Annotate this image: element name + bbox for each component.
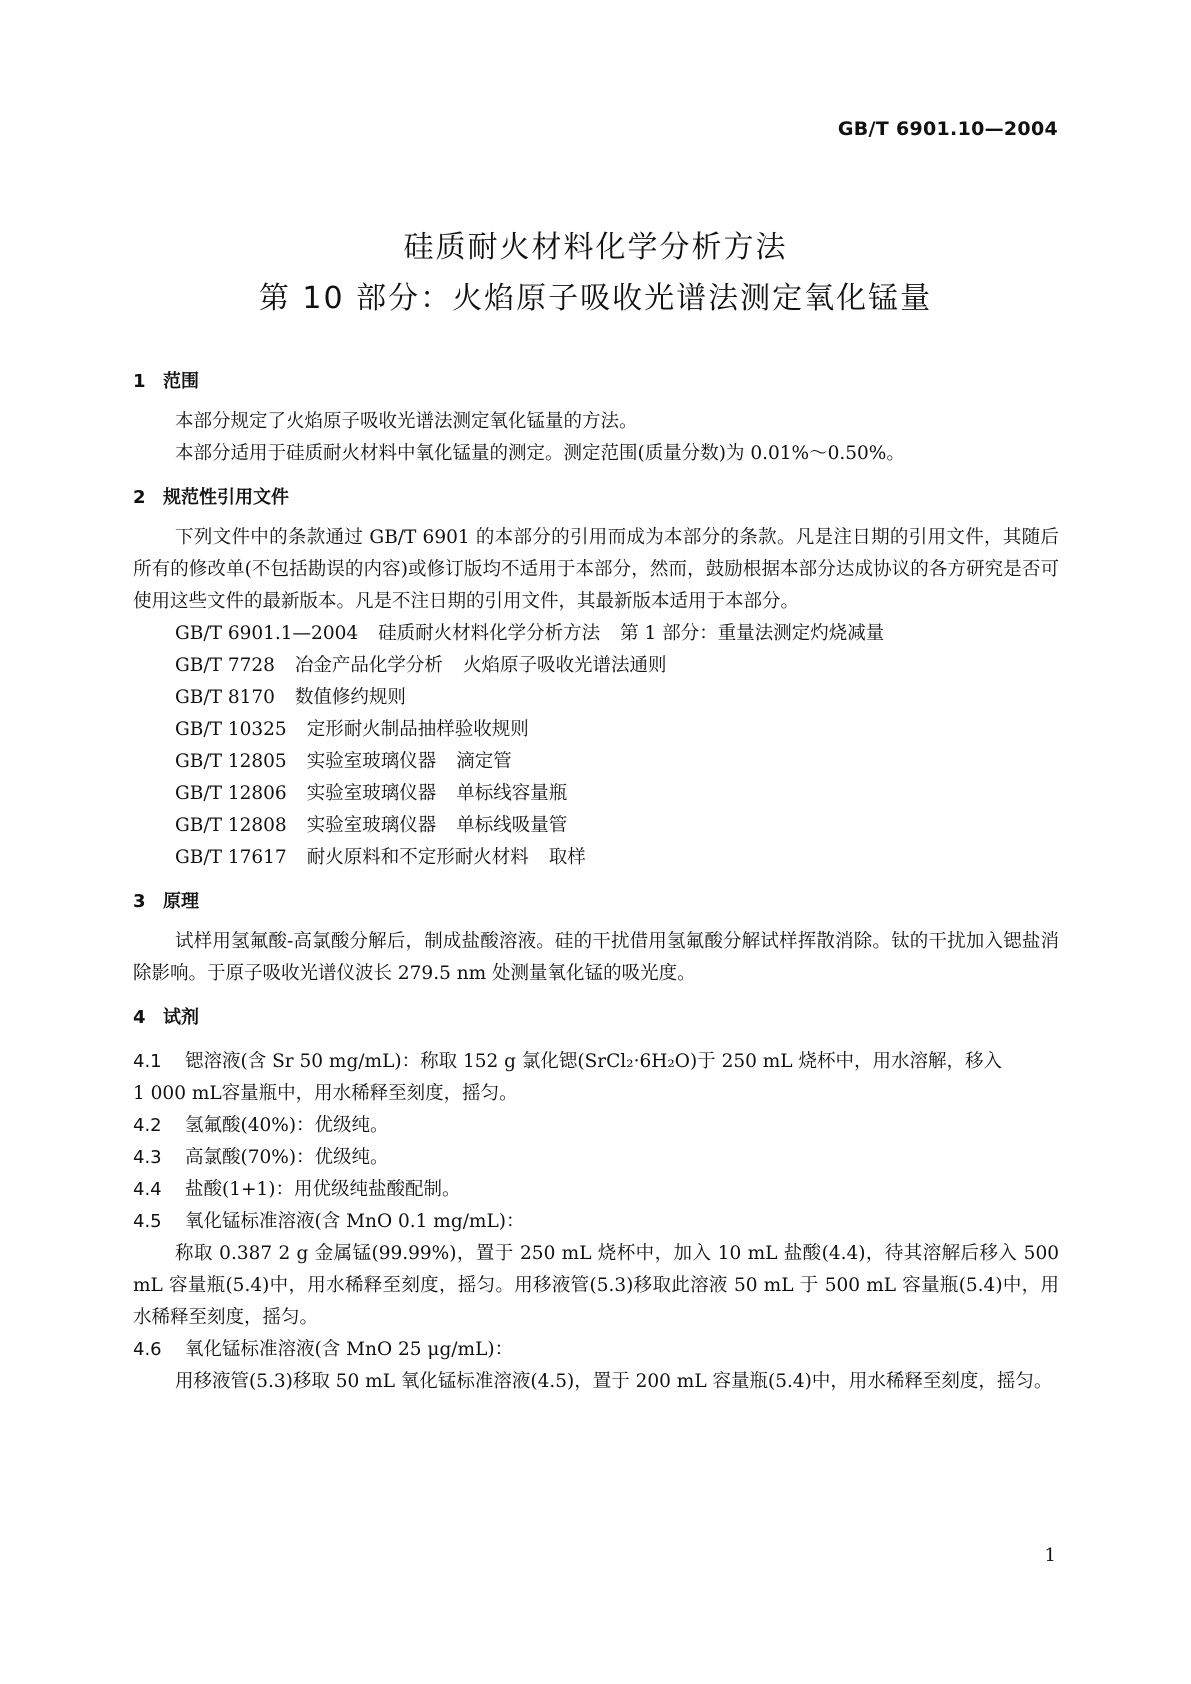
reference-title: 耐火原料和不定形耐火材料 [306, 847, 529, 868]
item-number: 4.5 [133, 1211, 162, 1232]
reference-subtitle: 滴定管 [456, 751, 512, 772]
reference-code: GB/T 12808 [175, 815, 287, 836]
section-number: 4 [133, 1007, 146, 1028]
reference-subtitle: 火焰原子吸收光谱法通则 [462, 655, 667, 676]
reference-item [133, 682, 1059, 714]
item-text: 高氯酸(70%)：优级纯。 [185, 1147, 389, 1168]
document-body [133, 368, 1059, 1398]
standard-code: GB/T 6901.10—2004 [837, 118, 1058, 140]
item-text: 盐酸(1+1)：用优级纯盐酸配制。 [185, 1179, 461, 1200]
section-title: 原理 [163, 891, 199, 912]
section-title: 范围 [163, 371, 199, 392]
section-heading-reagents [133, 1004, 1059, 1032]
reference-code: GB/T 10325 [175, 719, 287, 740]
section-number: 3 [133, 891, 146, 912]
reference-title: 冶金产品化学分析 [294, 655, 443, 676]
page-number: 1 [1044, 1545, 1056, 1566]
document-title-line-1: 硅质耐火材料化学分析方法 [403, 230, 788, 265]
reference-code: GB/T 6901.1—2004 [175, 623, 359, 644]
item-text: 氢氟酸(40%)：优级纯。 [185, 1115, 389, 1136]
reference-code: GB/T 12805 [175, 751, 287, 772]
reference-subtitle: 单标线容量瓶 [456, 783, 568, 804]
section-heading-normative-references [133, 484, 1059, 512]
item-number: 4.6 [133, 1339, 162, 1360]
scope-paragraph: 本部分适用于硅质耐火材料中氧化锰量的测定。测定范围(质量分数)为 0.01%～0.50%。 [175, 443, 905, 464]
section-number: 1 [133, 371, 146, 392]
item-body-paragraph: 称取 0.387 2 g 金属锰(99.99%)，置于 250 mL 烧杯中，加入 10 mL 盐酸(4.4)，待其溶解后移入 500 mL 容量瓶(5.4)中，用水稀释至刻度，摇匀。用移液管(5.3)移取此溶液 50 mL 于 500 mL 容量瓶(5.4)中，用水稀释至刻度，摇匀。 [133, 1243, 1059, 1328]
reference-item [133, 714, 1059, 746]
reference-item [133, 810, 1059, 842]
section-title: 规范性引用文件 [163, 487, 289, 508]
reference-code: GB/T 12806 [175, 783, 287, 804]
reference-item [133, 778, 1059, 810]
principle-paragraph: 试样用氢氟酸-高氯酸分解后，制成盐酸溶液。硅的干扰借用氢氟酸分解试样挥散消除。钛的干扰加入锶盐消除影响。于原子吸收光谱仪波长 279.5 nm 处测量氧化锰的吸光度。 [133, 931, 1059, 984]
item-text: 氧化锰标准溶液(含 MnO 25 μg/mL)： [185, 1339, 514, 1360]
reagent-item [133, 1206, 1059, 1238]
references-intro-paragraph: 下列文件中的条款通过 GB/T 6901 的本部分的引用而成为本部分的条款。凡是注日期的引用文件，其随后所有的修改单(不包括勘误的内容)或修订版均不适用于本部分，然而，鼓励根据本部分达成协议的各方研究是否可使用这些文件的最新版本。凡是不注日期的引用文件，其最新版本适用于本部分。 [133, 527, 1059, 612]
section-title: 试剂 [163, 1007, 199, 1028]
reference-item [133, 842, 1059, 874]
reference-title: 实验室玻璃仪器 [306, 783, 437, 804]
item-number: 4.1 [133, 1051, 162, 1072]
item-text: 锶溶液(含 Sr 50 mg/mL)：称取 152 g 氯化锶(SrCl₂·6H₂O)于 250 mL 烧杯中，用水溶解，移入 [185, 1051, 1002, 1072]
section-heading-scope [133, 368, 1059, 396]
section-heading-principle [133, 888, 1059, 916]
reference-code: GB/T 8170 [175, 687, 275, 708]
reagent-item [133, 1046, 1059, 1078]
scope-paragraph: 本部分规定了火焰原子吸收光谱法测定氧化锰量的方法。 [175, 411, 638, 432]
reference-title: 实验室玻璃仪器 [306, 751, 437, 772]
reference-subtitle: 取样 [548, 847, 586, 868]
reference-code: GB/T 17617 [175, 847, 287, 868]
reference-subtitle: 单标线吸量管 [456, 815, 568, 836]
item-body-paragraph: 用移液管(5.3)移取 50 mL 氧化锰标准溶液(4.5)，置于 200 mL 容量瓶(5.4)中，用水稀释至刻度，摇匀。 [175, 1371, 1053, 1392]
reagent-item [133, 1334, 1059, 1366]
item-number: 4.4 [133, 1179, 162, 1200]
reagent-item [133, 1174, 1059, 1206]
item-number: 4.2 [133, 1115, 162, 1136]
reference-title: 实验室玻璃仪器 [306, 815, 437, 836]
reference-item [133, 746, 1059, 778]
item-number: 4.3 [133, 1147, 162, 1168]
reference-item [133, 618, 1059, 650]
item-continuation: 1 000 mL容量瓶中，用水稀释至刻度，摇匀。 [133, 1083, 518, 1104]
reference-title: 数值修约规则 [294, 687, 406, 708]
reference-title: 硅质耐火材料化学分析方法 [378, 623, 601, 644]
reference-subtitle: 第 1 部分：重量法测定灼烧减量 [620, 623, 885, 644]
reagent-item [133, 1110, 1059, 1142]
reference-item [133, 650, 1059, 682]
reference-code: GB/T 7728 [175, 655, 275, 676]
item-text: 氧化锰标准溶液(含 MnO 0.1 mg/mL)： [185, 1211, 525, 1232]
document-title-line-2: 第 10 部分：火焰原子吸收光谱法测定氧化锰量 [258, 281, 933, 316]
reagent-item [133, 1142, 1059, 1174]
reference-title: 定形耐火制品抽样验收规则 [306, 719, 529, 740]
section-number: 2 [133, 487, 146, 508]
